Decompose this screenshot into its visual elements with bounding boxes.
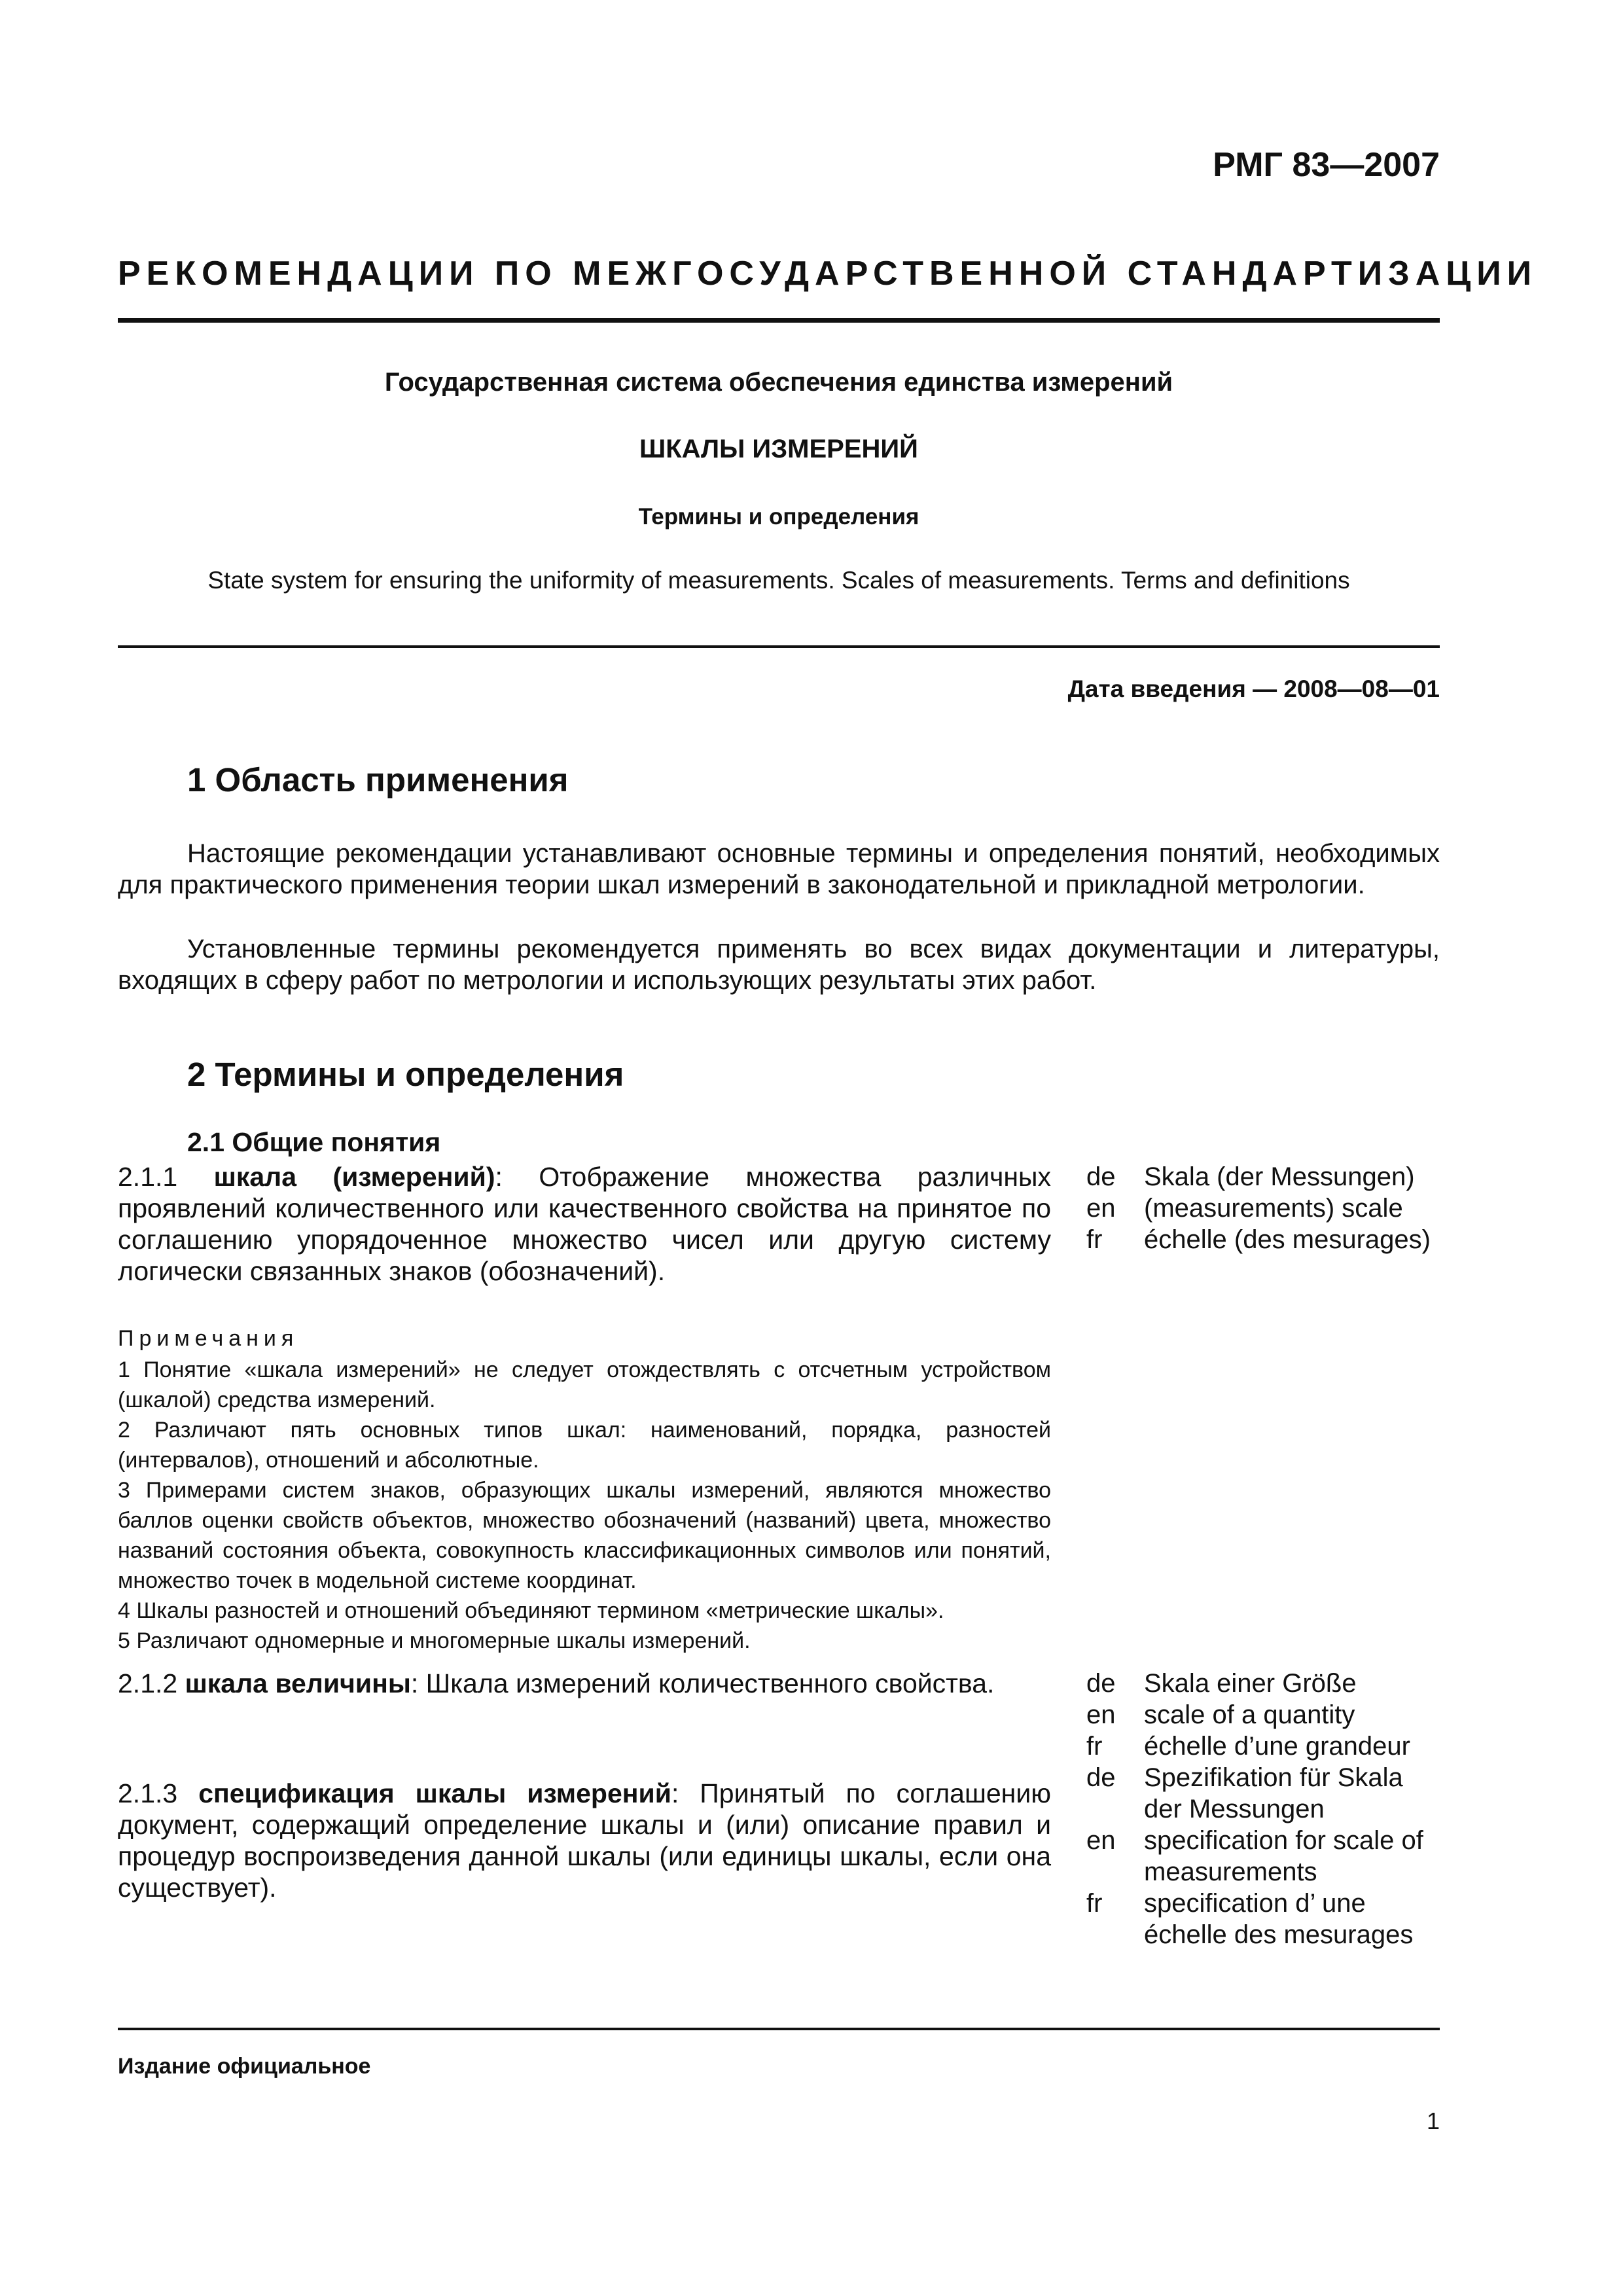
official-edition-label: Издание официальное — [118, 2054, 371, 2079]
term-name: шкала (измерений) — [213, 1162, 495, 1192]
translation-en: (measurements) scale — [1144, 1194, 1403, 1223]
term-entry — [118, 1778, 1051, 1903]
title-rule — [118, 645, 1440, 648]
translation-en: scale of a quantity — [1144, 1700, 1355, 1729]
lang-code-de: de — [1086, 1162, 1116, 1191]
document-subtitle: Термины и определения — [638, 504, 919, 529]
translation-fr: échelle (des mesurages) — [1144, 1225, 1431, 1254]
note-item: 5 Различают одномерные и многомерные шкалы измерений. — [118, 1628, 751, 1653]
document-code: РМГ 83—2007 — [1213, 146, 1440, 184]
note-item: 4 Шкалы разностей и отношений объединяют термином «метрические шкалы». — [118, 1598, 944, 1623]
lang-code-fr: fr — [1086, 1889, 1103, 1918]
header-rule — [118, 318, 1440, 323]
translation-de: Spezifikation für Skala der Messungen — [1144, 1763, 1403, 1823]
subsection-heading: 2.1 Общие понятия — [187, 1127, 441, 1157]
lang-code-fr: fr — [1086, 1225, 1103, 1254]
lang-code-de: de — [1086, 1669, 1116, 1698]
lang-code-en: en — [1086, 1700, 1116, 1729]
translation-fr: specification d’ une échelle des mesurages — [1144, 1889, 1414, 1949]
translation-de: Skala (der Messungen) — [1144, 1162, 1415, 1191]
notes-heading: Примечания — [118, 1326, 299, 1351]
lang-code-de: de — [1086, 1763, 1116, 1792]
term-entry — [118, 1161, 1051, 1287]
term-number: 2.1.3 — [118, 1778, 178, 1808]
section-1-paragraph-2: Установленные термины рекомендуется применять во всех видах документации и литературы, входящих в сферу работ по метрологии и использующих результаты этих работ. — [118, 935, 1440, 995]
section-1-heading: 1 Область применения — [187, 761, 569, 798]
translation-de: Skala einer Größe — [1144, 1669, 1357, 1698]
term-entry — [118, 1668, 1051, 1699]
term-number: 2.1.2 — [118, 1668, 178, 1698]
note-item: 3 Примерами систем знаков, образующих шкалы измерений, являются множество баллов оценки свойств объектов, множество обозначений (названий) цвета, множество названий состояния объекта, совокупность классификационных символов или понятий, множество точек в модельной системе координат. — [118, 1478, 1051, 1593]
translation-en: specification for scale of measurements — [1144, 1826, 1423, 1886]
main-title: РЕКОМЕНДАЦИИ ПО МЕЖГОСУДАРСТВЕННОЙ СТАНДАРТИЗАЦИИ — [118, 255, 1538, 293]
section-2-heading: 2 Термины и определения — [187, 1056, 624, 1093]
term-definition: : Шкала измерений количественного свойства. — [410, 1668, 995, 1698]
section-1-paragraph-1: Настоящие рекомендации устанавливают основные термины и определения понятий, необходимых для практического применения теории шкал измерений в законодательной и прикладной метрологии. — [118, 839, 1440, 899]
lang-code-en: en — [1086, 1826, 1116, 1855]
footer-rule — [118, 2028, 1440, 2030]
term-number: 2.1.1 — [118, 1162, 178, 1192]
page-number: 1 — [1426, 2108, 1440, 2134]
english-title: State system for ensuring the uniformity of measurements. Scales of measurements. Terms and definitions — [207, 567, 1350, 594]
term-name: шкала величины — [185, 1668, 411, 1698]
introduction-date: Дата введения — 2008—08—01 — [1067, 675, 1440, 702]
term-definition: : Отображение множества различных проявлений количественного или качественного свойства на принятое по соглашению упорядоченное множество чисел или другую систему логически связанных знаков (обозначений). — [118, 1162, 1051, 1286]
document-name: ШКАЛЫ ИЗМЕРЕНИЙ — [639, 435, 918, 463]
term-definition: : Принятый по соглашению документ, содержащий определение шкалы и (или) описание правил и процедур воспроизведения данной шкалы (или единицы шкалы, если она существует). — [118, 1778, 1051, 1903]
term-name: спецификация шкалы измерений — [198, 1778, 671, 1808]
lang-code-fr: fr — [1086, 1732, 1103, 1761]
lang-code-en: en — [1086, 1194, 1116, 1223]
translation-fr: échelle d’une grandeur — [1144, 1732, 1410, 1761]
note-item: 2 Различают пять основных типов шкал: наименований, порядка, разностей (интервалов), отношений и абсолютные. — [118, 1418, 1051, 1473]
system-title: Государственная система обеспечения единства измерений — [384, 368, 1173, 397]
note-item: 1 Понятие «шкала измерений» не следует отождествлять с отсчетным устройством (шкалой) средства измерений. — [118, 1357, 1051, 1412]
